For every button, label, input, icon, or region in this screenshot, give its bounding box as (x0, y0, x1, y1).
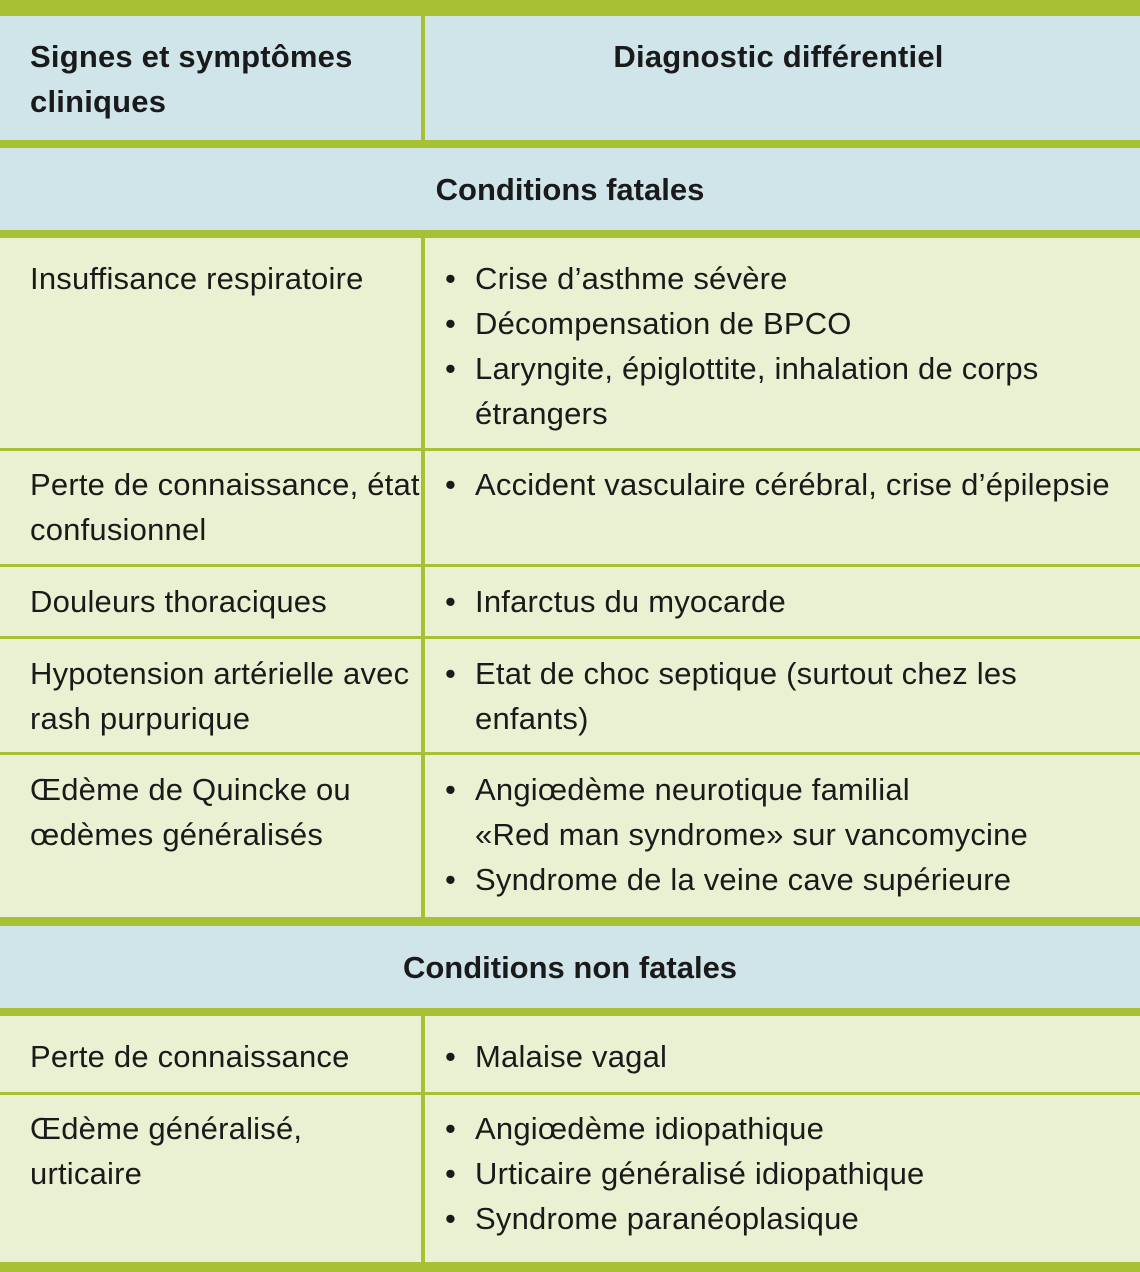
diagnosis-text: Accident vasculaire cérébral, crise d’épilepsie (475, 467, 1110, 502)
diagnosis-text: «Red man syndrome» sur vancomycine (475, 817, 1028, 852)
diagnosis-list (445, 462, 1132, 507)
row-separator (0, 636, 1140, 639)
bottom-rule (0, 1262, 1140, 1272)
top-rule (0, 0, 1140, 16)
symptom-cell: Insuffisance respiratoire (30, 261, 364, 296)
list-item (445, 812, 1132, 857)
diagnosis-list (445, 256, 1132, 436)
bullet-glyph: • (445, 772, 457, 807)
header-symptoms: Signes et symptômes cliniques (30, 39, 353, 119)
bullet-glyph: • (445, 467, 457, 502)
list-item (445, 462, 1132, 507)
symptom-cell: Œdème généralisé, urticaire (30, 1111, 303, 1191)
list-item (445, 1196, 1132, 1241)
row-separator (0, 752, 1140, 755)
diagnosis-text: Urticaire généralisé idiopathique (475, 1156, 925, 1191)
diagnosis-list (445, 651, 1132, 741)
diagnosis-text: Angiœdème neurotique familial (475, 772, 910, 807)
list-item (445, 301, 1132, 346)
list-item (445, 579, 1132, 624)
diagnosis-cell (425, 767, 1140, 902)
diagnosis-list (445, 579, 1132, 624)
list-item (445, 767, 1132, 812)
section-title-non-fatal: Conditions non fatales (402, 950, 738, 985)
diagnosis-text: Laryngite, épiglottite, inhalation de corps étrangers (475, 351, 1039, 431)
list-item (445, 857, 1132, 902)
diagnosis-list (445, 1106, 1132, 1241)
diagnosis-text: Infarctus du myocarde (475, 584, 786, 619)
diagnosis-cell (425, 256, 1140, 436)
bullet-glyph: • (445, 584, 457, 619)
section-rule-non-fatal (0, 1008, 1140, 1016)
bullet-glyph: • (445, 1111, 457, 1146)
symptom-cell: Perte de connaissance (30, 1039, 350, 1074)
bullet-glyph: • (445, 1039, 457, 1074)
row-separator (0, 564, 1140, 567)
symptom-cell: Œdème de Quincke ou œdèmes généralisés (30, 772, 351, 852)
symptom-cell: Hypotension artérielle avec rash purpurique (30, 656, 410, 736)
section-rule-divider (0, 917, 1140, 926)
bullet-glyph: • (445, 351, 457, 386)
header-rule (0, 140, 1140, 148)
list-item (445, 1151, 1132, 1196)
diagnosis-text: Angiœdème idiopathique (475, 1111, 825, 1146)
symptom-cell: Perte de connaissance, état confusionnel (30, 467, 420, 547)
diagnosis-cell (425, 1106, 1140, 1241)
list-item (445, 651, 1132, 741)
diagnosis-text: Crise d’asthme sévère (475, 261, 788, 296)
row-separator (0, 1092, 1140, 1095)
diagnosis-text: Décompensation de BPCO (475, 306, 852, 341)
list-item (445, 256, 1132, 301)
diagnosis-text: Malaise vagal (475, 1039, 668, 1074)
header-diagnosis: Diagnostic différentiel (613, 39, 944, 74)
diagnosis-cell (425, 651, 1140, 741)
diagnosis-cell (425, 579, 1140, 624)
diagnosis-cell (425, 462, 1140, 507)
bullet-glyph: • (445, 1156, 457, 1191)
bullet-glyph: • (445, 1201, 457, 1236)
bullet-glyph: • (445, 862, 457, 897)
list-item (445, 1034, 1132, 1079)
list-item (445, 346, 1132, 436)
section-title-fatal: Conditions fatales (435, 172, 705, 207)
section-rule-fatal (0, 230, 1140, 238)
row-separator (0, 448, 1140, 451)
diagnosis-list (445, 1034, 1132, 1079)
symptom-cell: Douleurs thoraciques (30, 584, 327, 619)
diagnosis-text: Syndrome paranéoplasique (475, 1201, 859, 1236)
list-item (445, 1106, 1132, 1151)
diagnosis-cell (425, 1034, 1140, 1079)
diagnosis-list (445, 767, 1132, 902)
bullet-glyph: • (445, 656, 457, 691)
diagnosis-text: Syndrome de la veine cave supérieure (475, 862, 1012, 897)
diagnosis-text: Etat de choc septique (surtout chez les enfants) (475, 656, 1017, 736)
bullet-glyph: • (445, 306, 457, 341)
bullet-glyph: • (445, 261, 457, 296)
